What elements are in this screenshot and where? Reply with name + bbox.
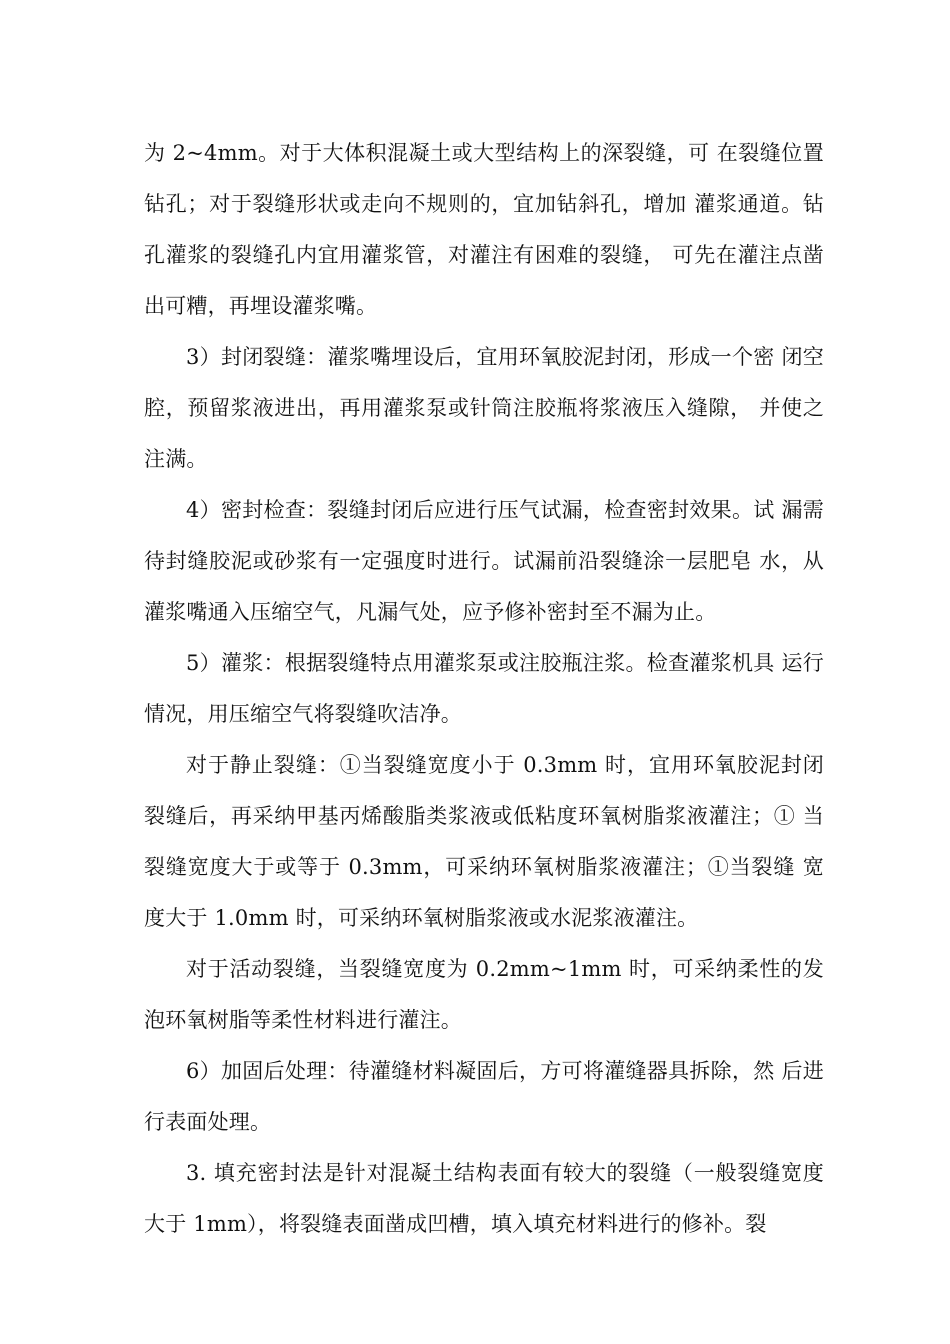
paragraph: 4）密封检查：裂缝封闭后应进行压气试漏，检查密封效果。试 漏需待封缝胶泥或砂浆有一定强度时进行。试漏前沿裂缝涂一层肥皂 水，从灌浆嘴通入压缩空气，凡漏气处，应予修补密封至不漏为止。 [144,498,824,624]
paragraph: 6）加固后处理：待灌缝材料凝固后，方可将灌缝器具拆除，然 后进行表面处理。 [144,1059,824,1134]
paragraph: 3）封闭裂缝：灌浆嘴埋设后，宜用环氧胶泥封闭，形成一个密 闭空腔，预留浆液进出，再用灌浆泵或针筒注胶瓶将浆液压入缝隙， 并使之注满。 [144,345,824,471]
paragraph: 5）灌浆：根据裂缝特点用灌浆泵或注胶瓶注浆。检查灌浆机具 运行情况，用压缩空气将裂缝吹洁净。 [144,651,824,726]
document-body [144,128,824,1250]
paragraph: 3. 填充密封法是针对混凝土结构表面有较大的裂缝（一般裂缝宽度大于 1mm），将裂缝表面凿成凹槽，填入填充材料进行的修补。裂 [144,1161,824,1236]
paragraph: 对于活动裂缝，当裂缝宽度为 0.2mm~1mm 时，可采纳柔性的发 泡环氧树脂等柔性材料进行灌注。 [144,957,824,1032]
paragraph: 对于静止裂缝：①当裂缝宽度小于 0.3mm 时，宜用环氧胶泥封闭 裂缝后，再采纳甲基丙烯酸脂类浆液或低粘度环氧树脂浆液灌注；① 当裂缝宽度大于或等于 0.3mm，可采纳环氧树脂浆液灌注；①当裂缝 宽度大于 1.0mm 时，可采纳环氧树脂浆液或水泥浆液灌注。 [144,753,824,930]
paragraph: 为 2~4mm。对于大体积混凝土或大型结构上的深裂缝，可 在裂缝位置钻孔；对于裂缝形状或走向不规则的，宜加钻斜孔，增加 灌浆通道。钻孔灌浆的裂缝孔内宜用灌浆管，对灌注有困难的裂缝， 可先在灌注点凿出可糟，再埋设灌浆嘴。 [144,141,824,318]
